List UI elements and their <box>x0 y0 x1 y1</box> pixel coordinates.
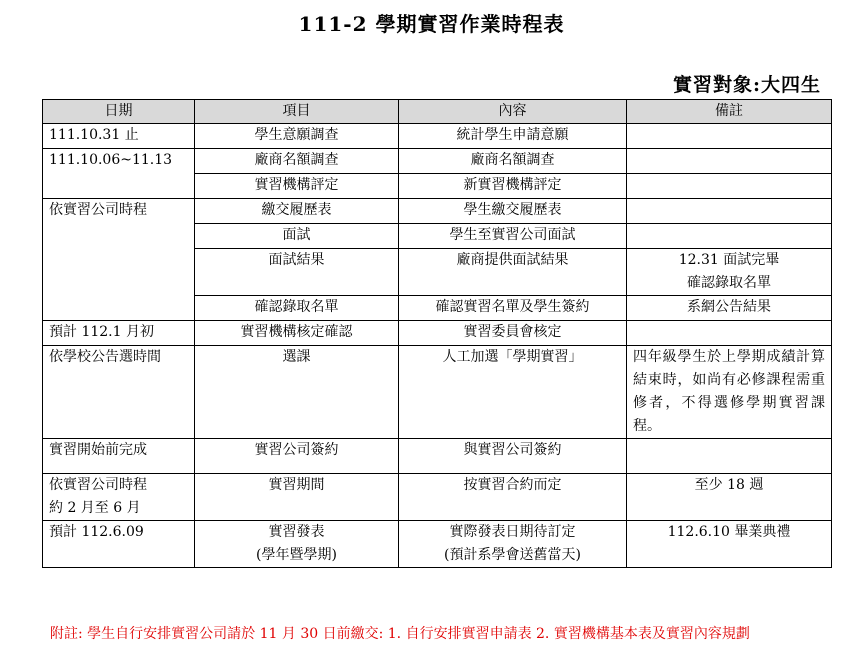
date-line: 約 2 月至 6 月 <box>49 500 141 516</box>
note-cell: 系網公告結果 <box>627 296 832 321</box>
content-cell: 新實習機構評定 <box>399 174 627 199</box>
table-row <box>43 321 832 346</box>
content-cell: 實習委員會核定 <box>399 321 627 346</box>
table-row <box>43 474 832 521</box>
table-row <box>43 346 832 439</box>
note-cell <box>627 249 832 296</box>
date-cell: 111.10.06~11.13 <box>43 149 195 199</box>
note-cell <box>627 199 832 224</box>
note-line: 12.31 面試完畢 <box>678 252 780 268</box>
content-cell <box>399 521 627 568</box>
header-date: 日期 <box>43 100 195 124</box>
date-cell: 111.10.31 止 <box>43 124 195 149</box>
note-line: 確認錄取名單 <box>687 275 771 291</box>
header-item: 項目 <box>195 100 399 124</box>
item-cell: 廠商名額調查 <box>195 149 399 174</box>
note-cell <box>627 321 832 346</box>
item-cell: 實習公司簽約 <box>195 439 399 474</box>
note-cell <box>627 439 832 474</box>
table-row <box>43 199 832 224</box>
note-cell <box>627 149 832 174</box>
content-line: 實際發表日期待訂定 <box>449 524 576 540</box>
content-line: (預計系學會送舊當天) <box>444 547 581 563</box>
item-cell: 面試結果 <box>195 249 399 296</box>
item-line: (學年暨學期) <box>256 547 337 563</box>
item-cell: 繳交履歷表 <box>195 199 399 224</box>
content-cell: 學生至實習公司面試 <box>399 224 627 249</box>
table-row <box>43 521 832 568</box>
note-cell <box>627 124 832 149</box>
content-cell: 廠商提供面試結果 <box>399 249 627 296</box>
item-cell: 實習機構評定 <box>195 174 399 199</box>
note-cell: 112.6.10 畢業典禮 <box>627 521 832 568</box>
date-cell: 實習開始前完成 <box>43 439 195 474</box>
item-cell <box>195 521 399 568</box>
date-cell: 依學校公告選時間 <box>43 346 195 439</box>
date-line: 依實習公司時程 <box>49 477 147 493</box>
date-cell: 預計 112.6.09 <box>43 521 195 568</box>
content-cell: 學生繳交履歷表 <box>399 199 627 224</box>
item-cell: 確認錄取名單 <box>195 296 399 321</box>
content-cell: 確認實習名單及學生簽約 <box>399 296 627 321</box>
page-title: 111-2 學期實習作業時程表 <box>298 12 565 36</box>
note-cell: 至少 18 週 <box>627 474 832 521</box>
header-note: 備註 <box>627 100 832 124</box>
item-cell: 面試 <box>195 224 399 249</box>
item-cell: 實習機構核定確認 <box>195 321 399 346</box>
date-cell: 依實習公司時程 <box>43 199 195 321</box>
table-row <box>43 439 832 474</box>
note-cell <box>627 174 832 199</box>
content-cell: 廠商名額調查 <box>399 149 627 174</box>
note-cell: 四年級學生於上學期成績計算結束時，如尚有必修課程需重修者，不得選修學期實習課程。 <box>627 346 832 439</box>
table-row <box>43 149 832 174</box>
item-cell: 學生意願調查 <box>195 124 399 149</box>
schedule-table <box>42 99 832 568</box>
item-cell: 實習期間 <box>195 474 399 521</box>
table-row <box>43 124 832 149</box>
content-cell: 按實習合約而定 <box>399 474 627 521</box>
item-line: 實習發表 <box>268 524 325 540</box>
footnote: 附註: 學生自行安排實習公司請於 11 月 30 日前繳交: 1. 自行安排實習申請表 2. 實習機構基本表及實習內容規劃 <box>50 626 750 642</box>
date-cell: 預計 112.1 月初 <box>43 321 195 346</box>
table-header-row <box>43 100 832 124</box>
content-cell: 人工加選「學期實習」 <box>399 346 627 439</box>
item-cell: 選課 <box>195 346 399 439</box>
header-content: 內容 <box>399 100 627 124</box>
date-cell <box>43 474 195 521</box>
content-cell: 統計學生申請意願 <box>399 124 627 149</box>
target-audience: 實習對象:大四生 <box>672 74 821 96</box>
content-cell: 與實習公司簽約 <box>399 439 627 474</box>
note-cell <box>627 224 832 249</box>
